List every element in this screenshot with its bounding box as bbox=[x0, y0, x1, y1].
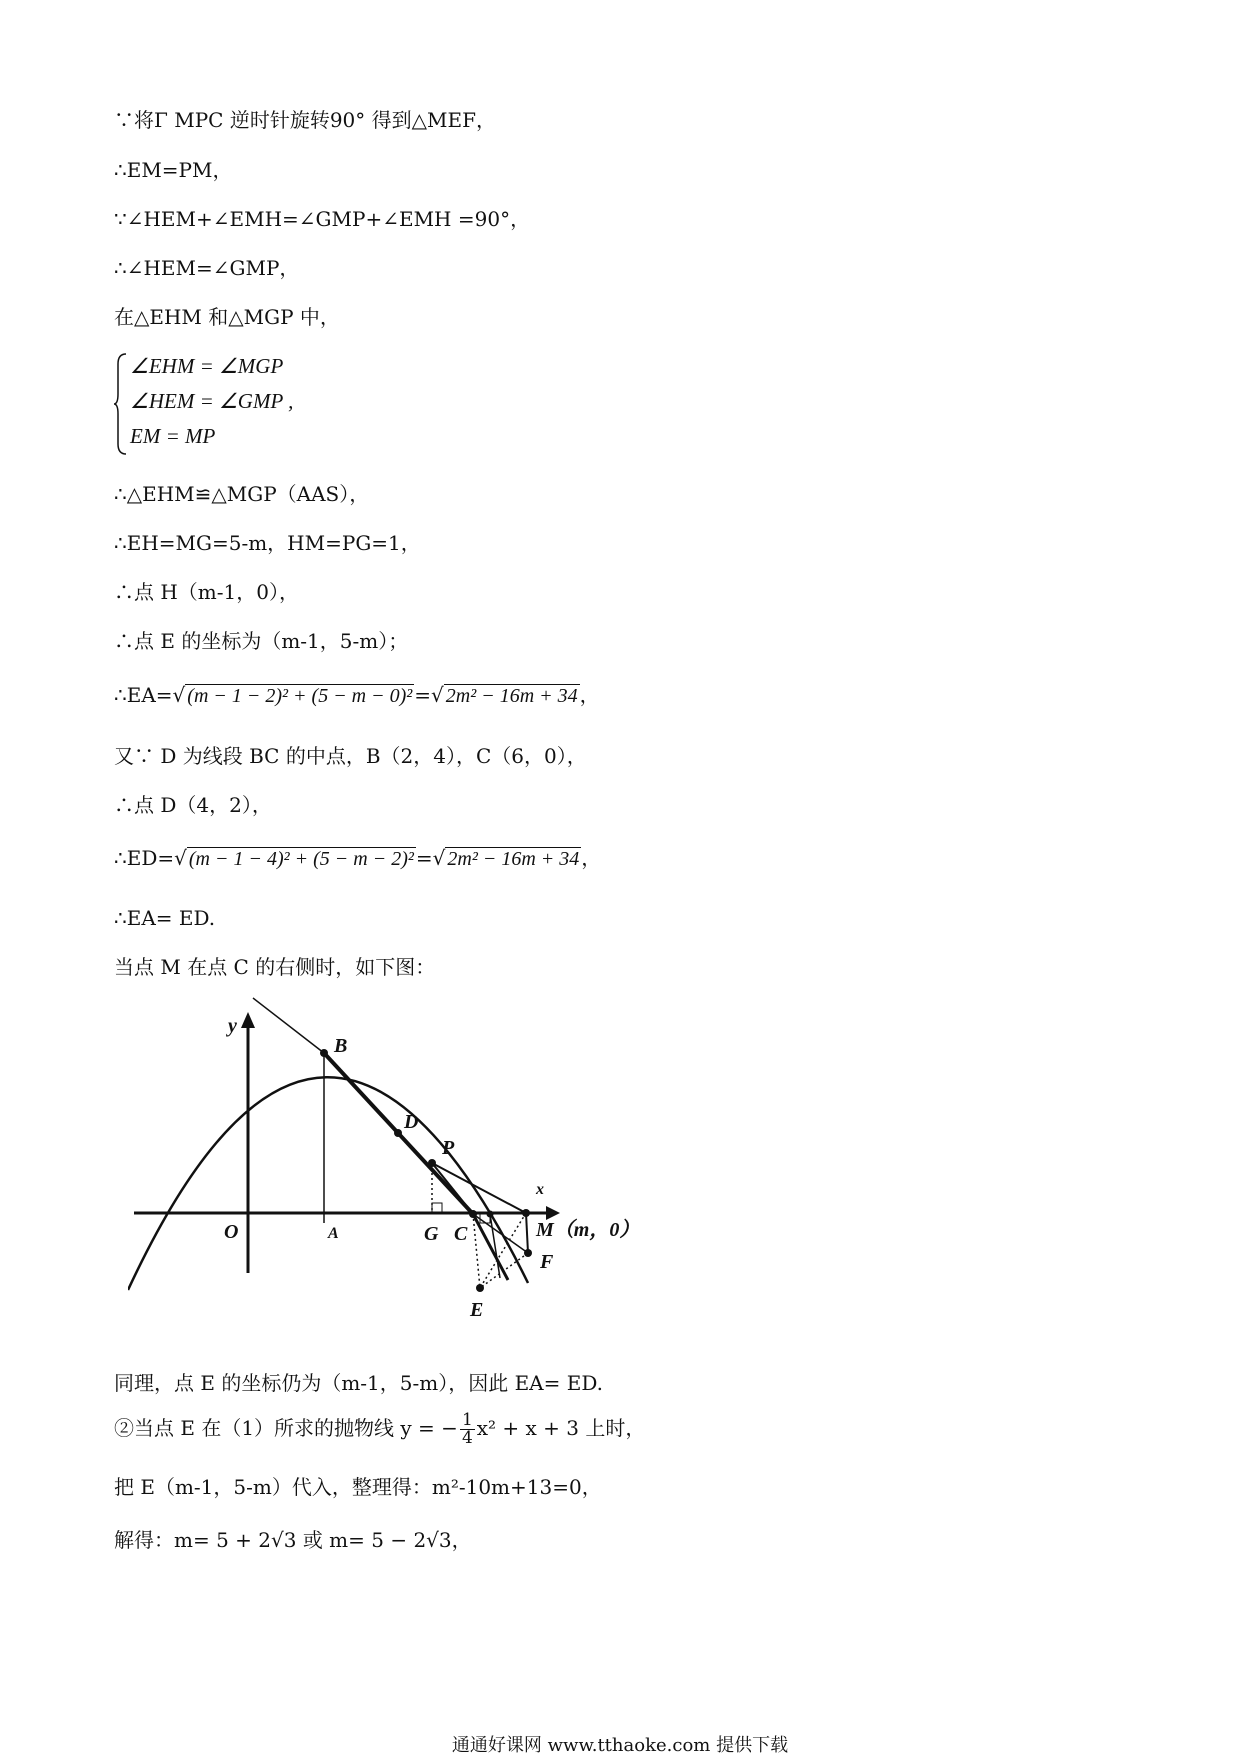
ed-radicand-2: 2m² − 16m + 34 bbox=[447, 848, 580, 870]
system-row-3: EM = MP bbox=[130, 424, 216, 448]
text-line-5: 在△EHM 和△MGP 中， bbox=[114, 305, 340, 329]
label-p: P bbox=[442, 1137, 455, 1159]
x-axis-arrow-icon bbox=[546, 1206, 560, 1220]
parabola-curve bbox=[128, 1077, 528, 1290]
label-a: A bbox=[328, 1225, 339, 1242]
parabola-suffix: x² + x + 3 上时， bbox=[476, 1416, 646, 1440]
text-line-8: ∴点 H（m-1，0）， bbox=[114, 580, 299, 604]
label-g: G bbox=[424, 1223, 439, 1245]
label-d: D bbox=[404, 1111, 419, 1133]
point-b bbox=[320, 1049, 328, 1057]
text-line-18: 把 E（m-1，5-m）代入，整理得：m²-10m+13=0， bbox=[114, 1475, 602, 1499]
text-line-7: ∴EH=MG=5-m，HM=PG=1， bbox=[114, 531, 421, 555]
text-line-13 bbox=[114, 847, 601, 870]
text-line-9: ∴点 E 的坐标为（m-1，5-m）； bbox=[114, 629, 409, 653]
radical-icon: √ bbox=[432, 846, 446, 870]
line-cf bbox=[473, 1214, 528, 1253]
y-axis-arrow-icon bbox=[241, 1012, 255, 1028]
ed-prefix: ∴ED= bbox=[114, 846, 175, 870]
ea-suffix: ， bbox=[579, 683, 600, 707]
fraction-denominator: 4 bbox=[461, 1428, 473, 1448]
ed-equals: = bbox=[415, 846, 433, 870]
point-f bbox=[524, 1249, 532, 1257]
radical-icon: √ bbox=[431, 683, 444, 707]
radical-icon: √ bbox=[174, 846, 187, 870]
label-y: y bbox=[228, 1015, 237, 1037]
text-line-4: ∴∠HEM=∠GMP， bbox=[114, 256, 300, 280]
label-f: F bbox=[540, 1251, 554, 1273]
label-e: E bbox=[470, 1299, 484, 1321]
label-b: B bbox=[334, 1035, 348, 1057]
point-d bbox=[394, 1129, 402, 1137]
label-c: C bbox=[454, 1223, 468, 1245]
text-line-12: ∴点 D（4，2）， bbox=[114, 793, 272, 817]
point-m bbox=[522, 1209, 530, 1217]
point-c bbox=[469, 1210, 477, 1218]
radical-icon: √ bbox=[172, 683, 186, 707]
text-line-3: ∵∠HEM+∠EMH=∠GMP+∠EMH =90°， bbox=[114, 207, 531, 231]
geometry-figure bbox=[128, 988, 638, 1324]
system-row-1: ∠EHM = ∠MGP bbox=[130, 354, 284, 378]
brace-icon bbox=[114, 352, 128, 456]
text-line-11: 又∵ D 为线段 BC 的中点，B（2，4），C（6，0）， bbox=[114, 744, 587, 768]
point-p bbox=[428, 1159, 436, 1167]
point-h bbox=[487, 1211, 494, 1218]
fraction-numerator: 1 bbox=[461, 1410, 473, 1430]
text-line-2: ∴EM=PM， bbox=[114, 158, 233, 182]
upper-left-line bbox=[253, 998, 324, 1053]
label-m: M（m，0） bbox=[536, 1219, 638, 1241]
text-line-15: 当点 M 在点 C 的右侧时，如下图： bbox=[114, 955, 436, 979]
label-o: O bbox=[224, 1221, 239, 1243]
text-line-10 bbox=[114, 684, 600, 707]
line-pc bbox=[432, 1163, 473, 1214]
equation-system bbox=[114, 352, 374, 456]
fraction bbox=[460, 1412, 475, 1447]
ea-equals: = bbox=[414, 683, 432, 707]
parabola-prefix: ②当点 E 在（1）所求的抛物线 y = − bbox=[114, 1416, 458, 1440]
label-x: x bbox=[536, 1181, 544, 1198]
text-line-16: 同理，点 E 的坐标仍为（m-1，5-m），因此 EA= ED. bbox=[114, 1371, 604, 1395]
text-line-1: ∵将Γ MPC 逆时针旋转90° 得到△MEF， bbox=[114, 108, 496, 132]
point-e bbox=[476, 1284, 484, 1292]
ea-radicand-2: 2m² − 16m + 34 bbox=[445, 685, 578, 707]
system-row-2: ∠HEM = ∠GMP , bbox=[130, 389, 294, 413]
ea-radicand-1: (m − 1 − 2)² + (5 − m − 0)² bbox=[187, 685, 413, 707]
page-footer: 通通好课网 www.tthaoke.com 提供下载 bbox=[451, 1735, 789, 1756]
line-pm bbox=[432, 1163, 526, 1213]
ed-suffix: ， bbox=[581, 846, 602, 870]
text-line-6: ∴△EHM≌△MGP（AAS）， bbox=[114, 482, 370, 506]
ea-prefix: ∴EA= bbox=[114, 683, 173, 707]
text-line-17 bbox=[114, 1412, 645, 1447]
line-mf bbox=[526, 1213, 528, 1253]
ed-radicand-1: (m − 1 − 4)² + (5 − m − 2)² bbox=[188, 848, 414, 870]
text-line-19: 解得：m= 5 + 2√3 或 m= 5 − 2√3， bbox=[114, 1528, 472, 1552]
text-line-14: ∴EA= ED. bbox=[114, 906, 216, 930]
parabola-diagram bbox=[128, 988, 638, 1324]
